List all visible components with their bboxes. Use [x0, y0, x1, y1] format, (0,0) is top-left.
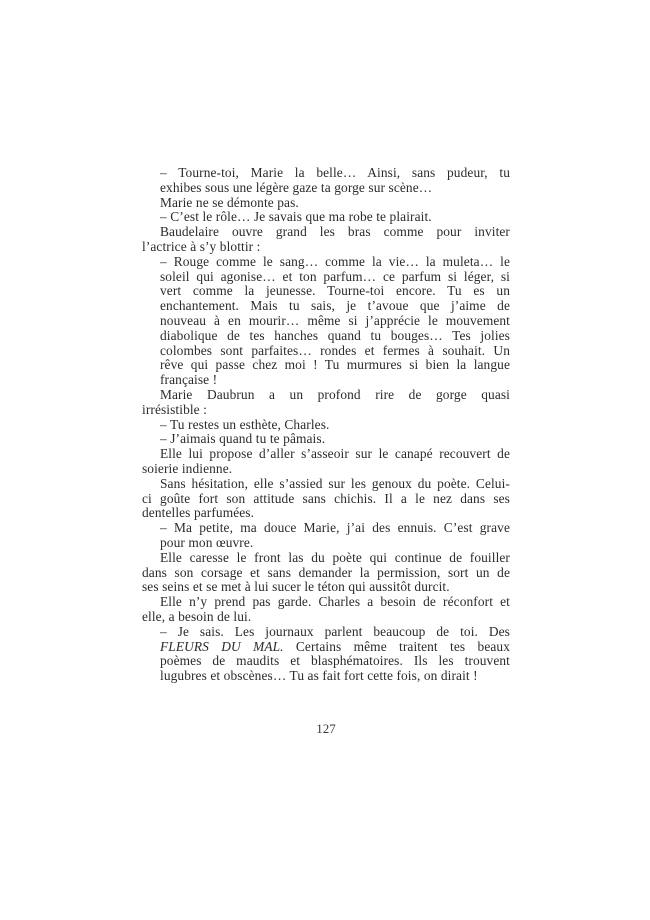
text-line: vert comme la jeunesse. Tourne-toi encore. Tu es un: [160, 283, 510, 299]
text-line: l’actrice à s’y blottir :: [142, 238, 261, 254]
text-line: irrésistible :: [142, 401, 207, 417]
text-line: elle, a besoin de lui.: [142, 608, 252, 624]
text-line: – Tourne-toi, Marie la belle… Ainsi, sans pudeur, tu: [160, 165, 510, 180]
text-line: soleil qui agonise… et ton parfum… ce parfum si léger, si: [160, 268, 510, 284]
text-line: nouveau à en mourir… même si j’apprécie le mouvement: [160, 312, 510, 328]
page-text: [142, 166, 510, 684]
text-line: Marie Daubrun a un profond rire de gorge quasi: [160, 386, 510, 402]
text-line: – J’aimais quand tu te pâmais.: [160, 431, 326, 447]
page-number: 127: [316, 721, 336, 736]
text-line: colombes sont parfaites… rondes et fermes à souhait. Un: [160, 342, 510, 358]
text-line: – Rouge comme le sang… comme la vie… la muleta… le: [160, 253, 510, 269]
text-line: soierie indienne.: [142, 460, 233, 476]
text-line: – C’est le rôle… Je savais que ma robe te plairait.: [160, 209, 432, 225]
text-line: – Ma petite, ma douce Marie, j’ai des ennuis. C’est grave: [160, 520, 510, 536]
text-line: – Tu restes un esthète, Charles.: [160, 416, 330, 432]
text-line: rêve qui passe chez moi ! Tu murmures si bien la langue: [160, 357, 510, 373]
text-line: lugubres et obscènes… Tu as fait fort cette fois, on dirait !: [160, 668, 478, 684]
text-line: ci goûte fort son attitude sans chichis. Il a le nez dans ses: [142, 490, 510, 506]
text-line: dans son corsage et sans demander la permission, sort un de: [142, 564, 510, 580]
text-segment: Certains même traitent tes beaux: [283, 638, 510, 654]
text-line: – Je sais. Les journaux parlent beaucoup de toi. Des: [160, 623, 510, 639]
text-line: poèmes de maudits et blasphématoires. Ils les trouvent: [160, 653, 510, 669]
text-line: ses seins et se met à lui sucer le téton qui aussitôt durcit.: [142, 579, 450, 595]
text-line: pour mon œuvre.: [160, 534, 254, 550]
book-title-italic: FLEURS DU MAL.: [160, 638, 284, 654]
text-line: enchantement. Mais tu sais, je t’avoue que j’aime de: [160, 298, 510, 314]
text-line: diabolique de tes hanches quand tu bouges… Tes jolies: [160, 327, 510, 343]
text-line: [142, 640, 510, 655]
text-line: Elle lui propose d’aller s’asseoir sur le canapé recouvert de: [160, 446, 510, 462]
text-line: française !: [160, 372, 218, 388]
text-line: Elle n’y prend pas garde. Charles a besoin de réconfort et: [160, 594, 510, 610]
text-line: Baudelaire ouvre grand les bras comme pour inviter: [160, 224, 510, 240]
text-line: Elle caresse le front las du poète qui continue de fouiller: [160, 549, 510, 565]
text-line: Sans hésitation, elle s’assied sur les genoux du poète. Celui-: [160, 475, 510, 491]
text-line: exhibes sous une légère gaze ta gorge sur scène…: [160, 179, 433, 195]
text-line: dentelles parfumées.: [142, 505, 255, 521]
text-line: Marie ne se démonte pas.: [160, 194, 299, 210]
